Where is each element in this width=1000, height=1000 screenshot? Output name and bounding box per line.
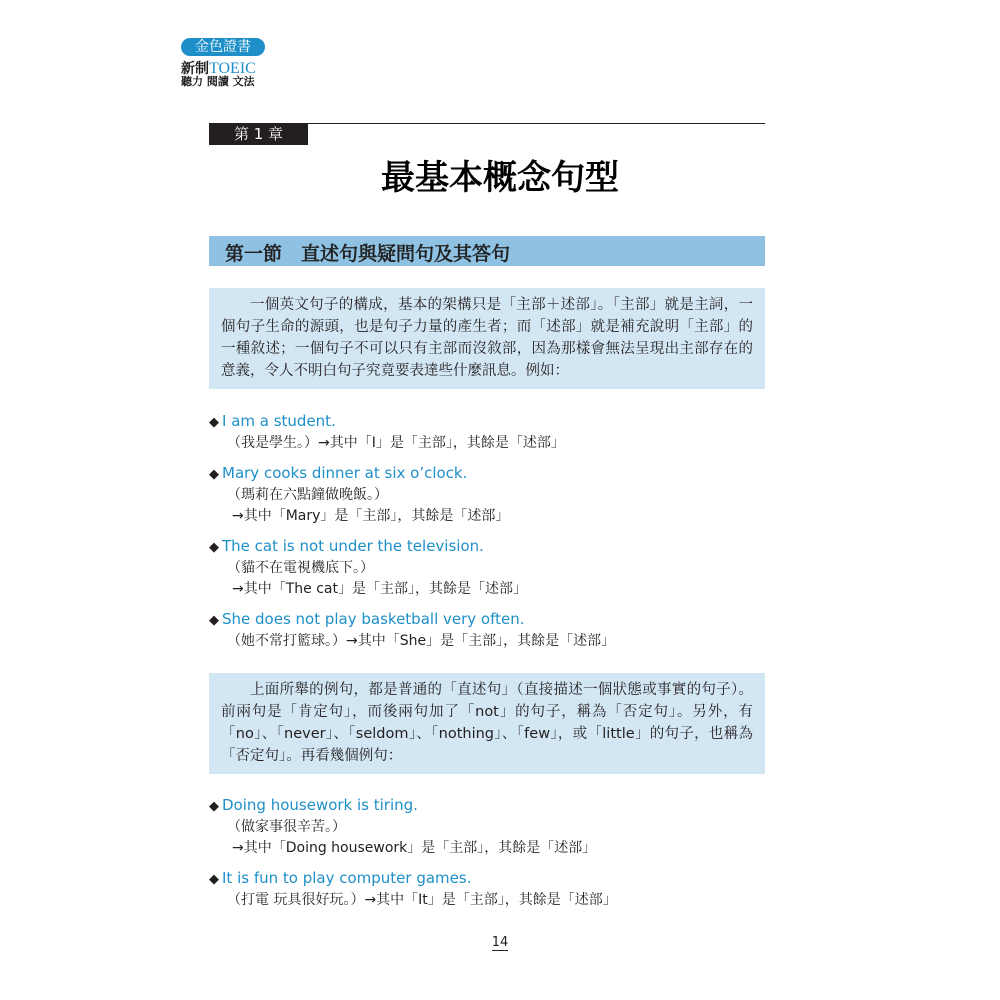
example-translation: （我是學生。）→其中「I」是「主部」，其餘是「述部」 — [227, 435, 565, 451]
diamond-bullet-icon: ◆ — [209, 540, 219, 555]
intro-text: 一個英文句子的構成，基本的架構只是「主部＋述部」。「主部」就是主詞，一個句子生命的源頭，也是句子力量的產生者；而「述部」就是補充說明「主部」的一種敘述；一個句子不可以只有主部而沒敘部，因為那樣會無法呈現出主部存在的意義，令人不明白句子究竟要表達些什麼訊息。例如： — [221, 297, 753, 379]
series-subtitle: 聽力 閱讀 文法 — [181, 75, 255, 88]
page-number — [0, 935, 1000, 950]
example-analysis: →其中「Doing housework」是「主部」，其餘是「述部」 — [232, 840, 597, 856]
example-translation: （她不常打籃球。）→其中「She」是「主部」，其餘是「述部」 — [227, 633, 616, 649]
example-3 — [209, 536, 769, 600]
example-sentence — [209, 795, 769, 817]
example-sentence — [209, 411, 769, 433]
example-translation: （瑪莉在六點鐘做晚飯。） — [227, 487, 388, 503]
page-number-text: 14 — [491, 935, 509, 950]
example-en: I am a student. — [222, 412, 336, 430]
example-4 — [209, 609, 769, 652]
example-analysis: →其中「The cat」是「主部」，其餘是「述部」 — [232, 581, 527, 597]
chapter-tag: 第 1 章 — [209, 123, 308, 145]
series-prefix: 新制 — [181, 61, 209, 77]
series-badge: 金色證書 — [181, 38, 265, 56]
example-sentence — [209, 868, 769, 890]
example-en: Mary cooks dinner at six o’clock. — [222, 464, 468, 482]
explanation-text: 上面所舉的例句，都是普通的「直述句」（直接描述一個狀態或事實的句子）。前兩句是「肯定句」，而後兩句加了「not」的句子，稱為「否定句」。另外，有「no」、「never」、「seldom」、「nothing」、「few」，或「little」的句子，也稱為「否定句」。再看幾個例句： — [221, 682, 753, 764]
intro-box — [209, 288, 765, 389]
example-translation: （做家事很辛苦。） — [227, 819, 346, 835]
example-sentence — [209, 536, 769, 558]
diamond-bullet-icon: ◆ — [209, 467, 219, 482]
example-en: It is fun to play computer games. — [222, 869, 472, 887]
example-en: She does not play basketball very often. — [222, 610, 525, 628]
example-en: The cat is not under the television. — [222, 537, 484, 555]
chapter-title: 最基本概念句型 — [381, 158, 619, 198]
diamond-bullet-icon: ◆ — [209, 872, 219, 887]
example-5 — [209, 795, 769, 859]
example-2 — [209, 463, 769, 527]
example-6 — [209, 868, 769, 911]
example-sentence — [209, 609, 769, 631]
diamond-bullet-icon: ◆ — [209, 799, 219, 814]
series-name: TOEIC — [209, 60, 256, 77]
diamond-bullet-icon: ◆ — [209, 613, 219, 628]
example-sentence — [209, 463, 769, 485]
example-1 — [209, 411, 769, 454]
example-translation: （打電 玩具很好玩。）→其中「It」是「主部」，其餘是「述部」 — [227, 892, 617, 908]
diamond-bullet-icon: ◆ — [209, 415, 219, 430]
example-en: Doing housework is tiring. — [222, 796, 418, 814]
example-translation: （貓不在電視機底下。） — [227, 560, 374, 576]
section-title: 第一節 直述句與疑問句及其答句 — [225, 243, 511, 265]
section-header — [209, 236, 765, 266]
explanation-box — [209, 673, 765, 774]
example-analysis: →其中「Mary」是「主部」，其餘是「述部」 — [232, 508, 510, 524]
